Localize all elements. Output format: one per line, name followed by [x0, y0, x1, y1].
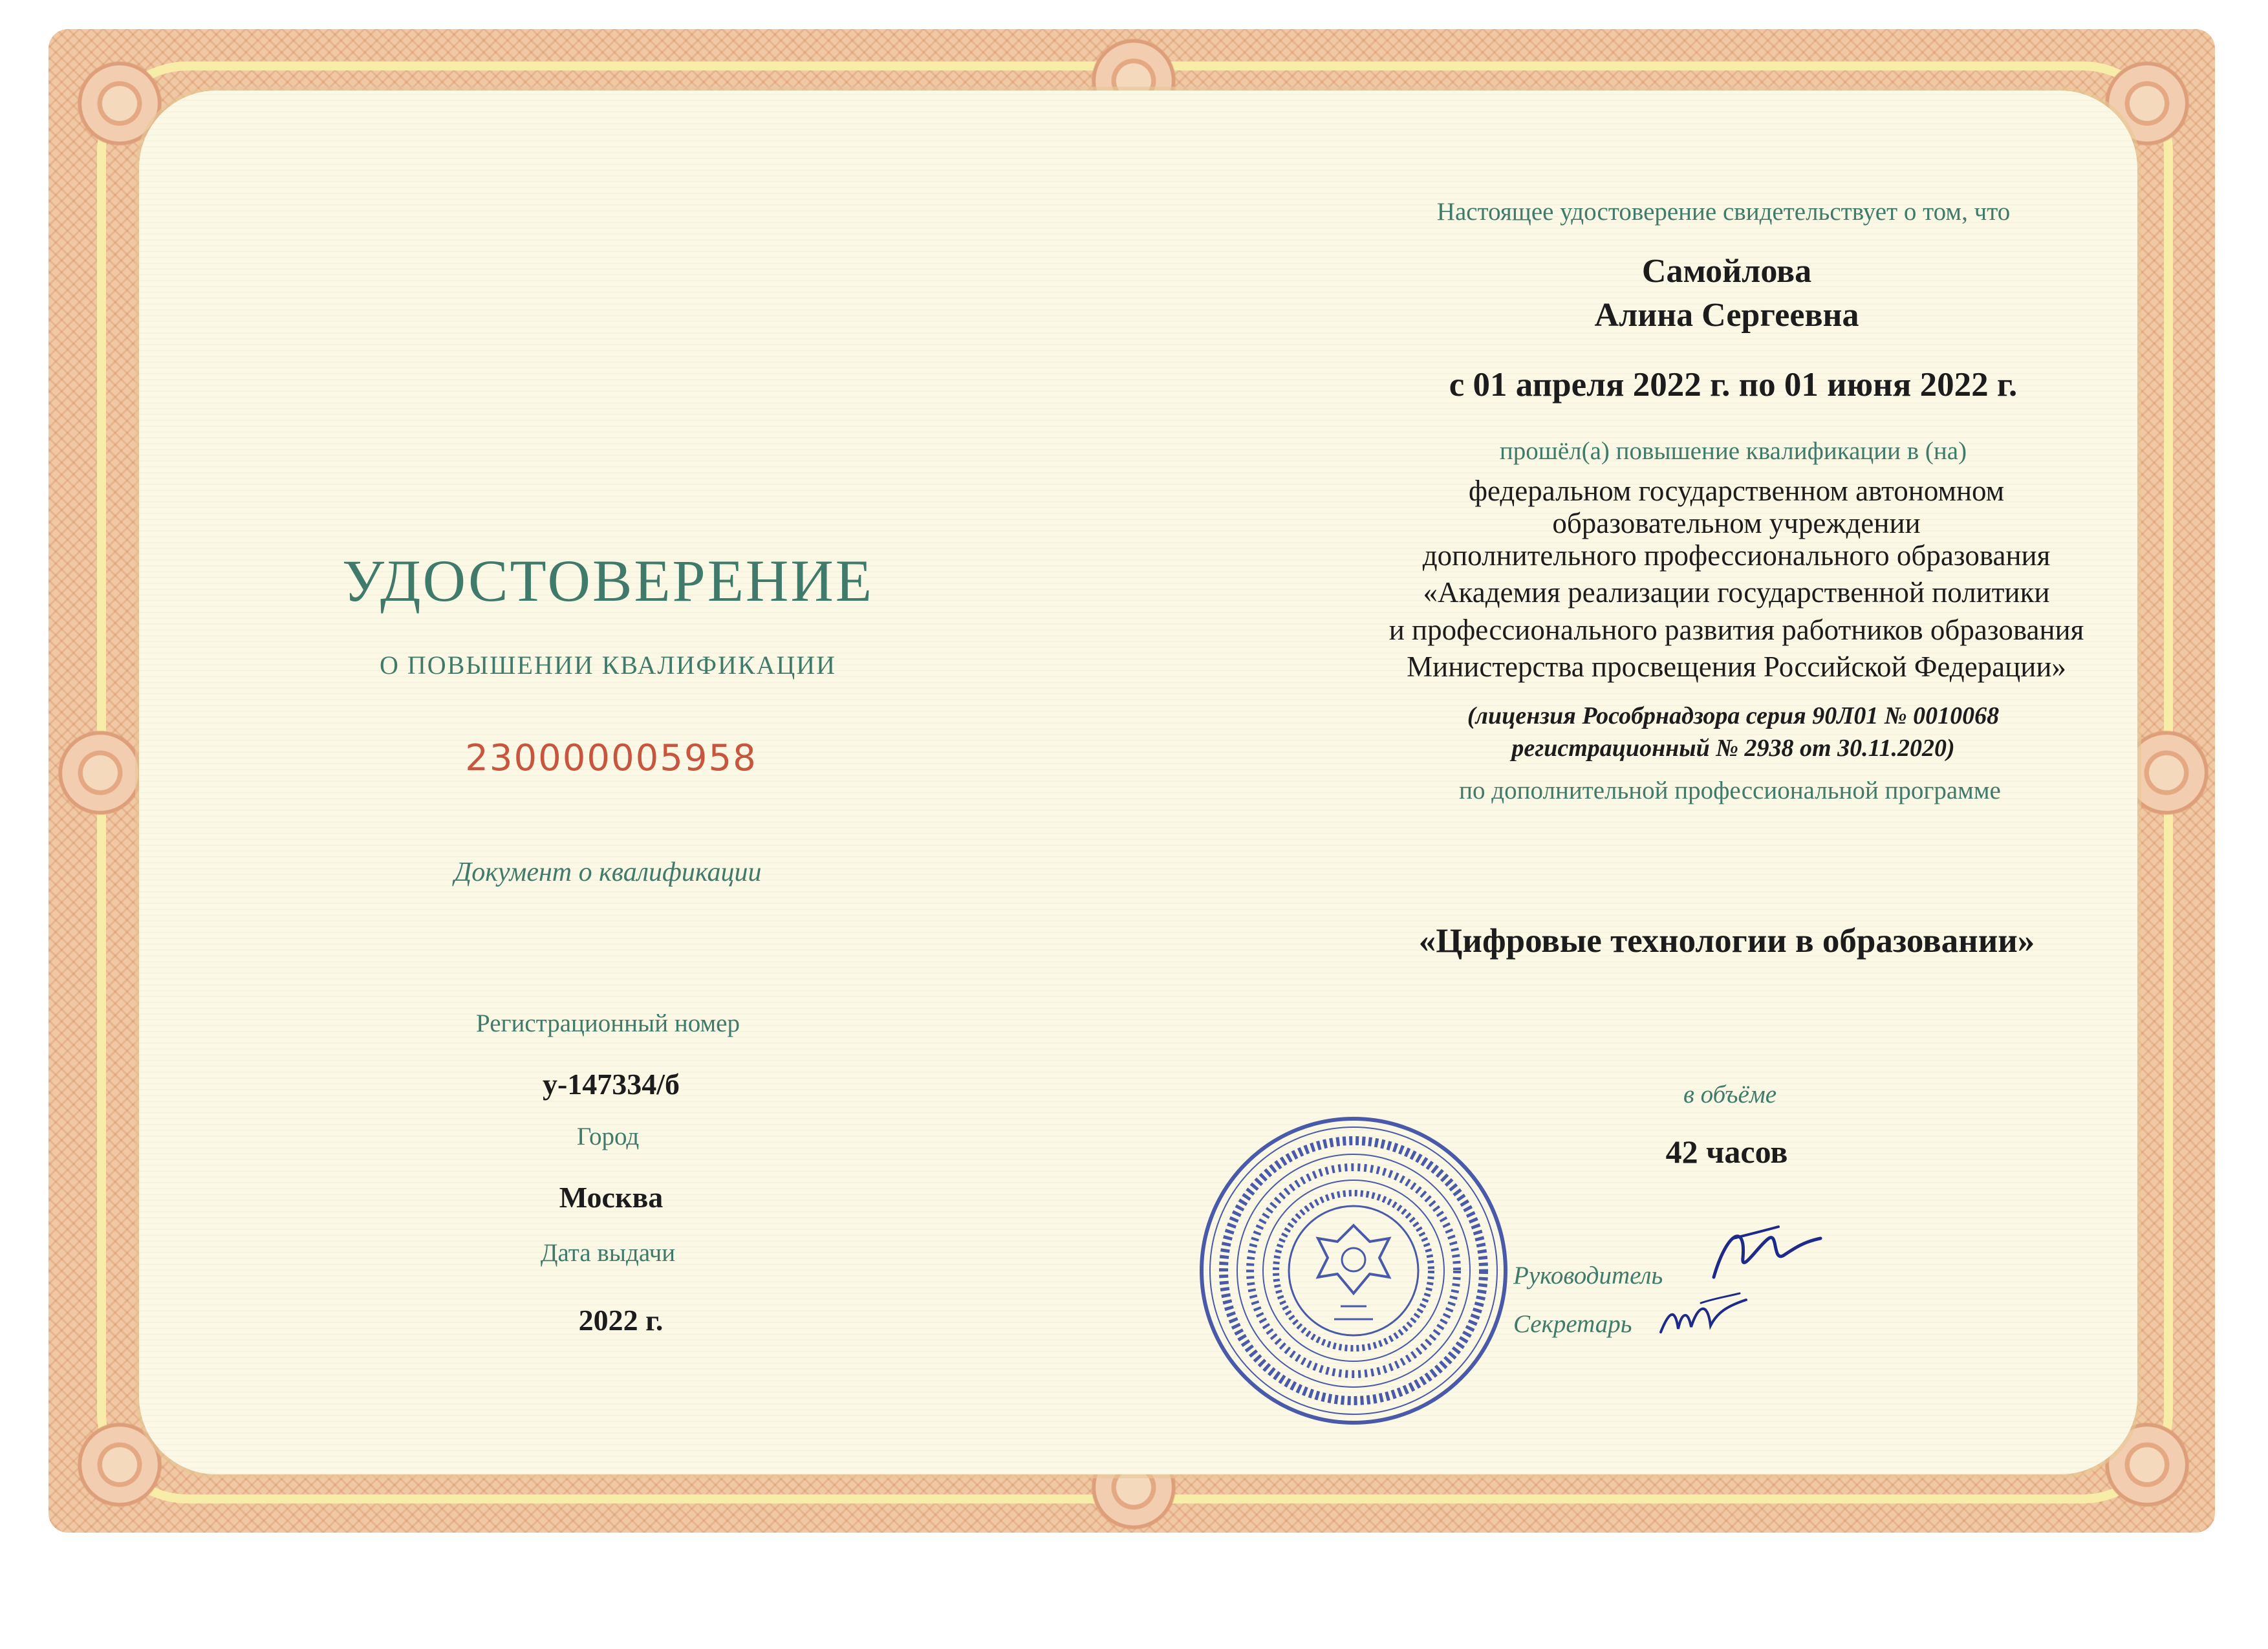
reg-number-value: у-147334/б — [542, 1068, 680, 1101]
reg-number-label: Регистрационный номер — [476, 1009, 740, 1037]
secretary-signature — [1656, 1287, 1753, 1345]
program-title: «Цифровые технологии в образовании» — [1418, 922, 2035, 960]
city-label: Город — [576, 1123, 640, 1150]
issue-date-label: Дата выдачи — [540, 1239, 676, 1267]
intro-text: Настоящее удостоверение свидетельствует о том, что — [1436, 198, 2011, 226]
rosette-left — [52, 724, 149, 821]
institution-line: «Академия реализации государственной политики — [1423, 576, 2050, 609]
license-line: (лицензия Рособрнадзора серия 90Л01 № 0010068 — [1467, 702, 2000, 729]
serial-number: 230000005958 — [465, 737, 757, 779]
issue-date-value: 2022 г. — [578, 1304, 664, 1337]
institution-line: образовательном учреждении — [1552, 507, 1921, 539]
license-line: регистрационный № 2938 от 30.11.2020) — [1511, 735, 1955, 762]
program-label: по дополнительной профессиональной программе — [1459, 777, 2001, 804]
certificate-title: УДОСТОВЕРЕНИЕ — [342, 548, 874, 614]
secretary-label: Секретарь — [1513, 1310, 1632, 1338]
holder-given-names: Алина Сергеевна — [1594, 297, 1859, 334]
institution-line: дополнительного профессионального образования — [1422, 539, 2051, 572]
institution-line: и профессионального развития работников образования — [1388, 614, 2084, 646]
volume-label: в объёме — [1683, 1081, 1777, 1108]
passed-text: прошёл(а) повышение квалификации в (на) — [1499, 437, 1967, 465]
holder-surname: Самойлова — [1641, 253, 1812, 290]
certificate-subtitle: О ПОВЫШЕНИИ КВАЛИФИКАЦИИ — [379, 651, 837, 680]
city-value: Москва — [559, 1181, 664, 1214]
volume-value: 42 часов — [1665, 1134, 1788, 1170]
institution-line: федеральном государственном автономном — [1468, 475, 2005, 507]
head-label: Руководитель — [1513, 1262, 1663, 1289]
document-type: Документ о квалификации — [454, 857, 762, 887]
institution-line: Министерства просвещения Российской Федерации» — [1407, 651, 2066, 683]
head-signature — [1707, 1219, 1824, 1290]
training-period: с 01 апреля 2022 г. по 01 июня 2022 г. — [1449, 366, 2018, 404]
official-seal-stamp — [1195, 1112, 1512, 1429]
